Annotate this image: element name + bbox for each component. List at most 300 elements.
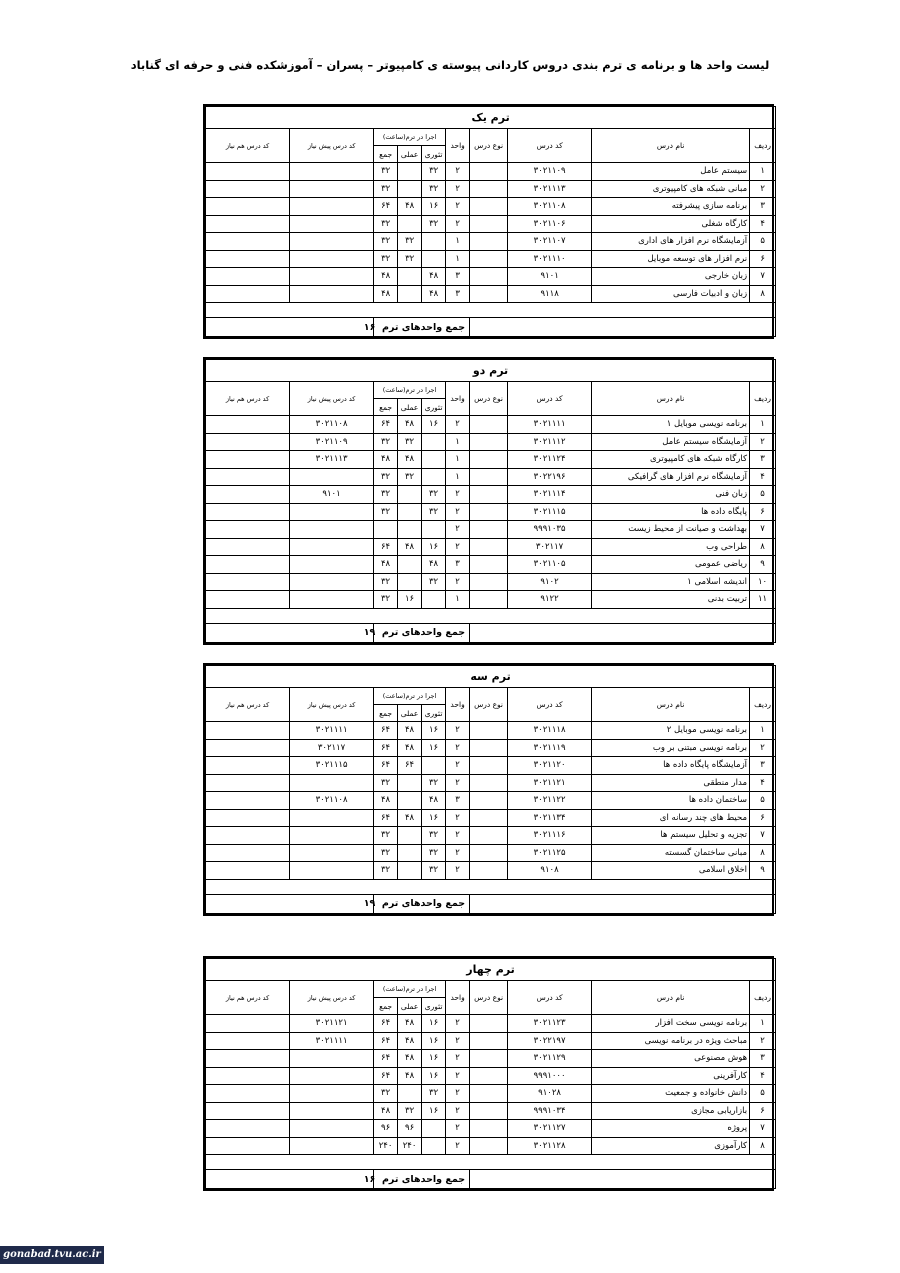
blank-row: [206, 608, 776, 623]
course-type: [470, 1085, 508, 1103]
course-practical: [398, 827, 422, 845]
course-practical: [398, 774, 422, 792]
course-row: [206, 556, 776, 574]
course-row: [206, 1015, 776, 1033]
course-prereq: ۹۱۰۱: [290, 486, 374, 504]
header-course-name: نام درس: [592, 129, 750, 163]
course-theory: [422, 591, 446, 609]
course-theory: ۱۶: [422, 722, 446, 740]
course-total: ۶۴: [374, 1050, 398, 1068]
course-type: [470, 1120, 508, 1138]
course-code: ۳۰۲۱۱۱۱: [508, 416, 592, 434]
row-number: ۵: [750, 233, 776, 251]
course-practical: ۴۸: [398, 722, 422, 740]
course-theory: [422, 433, 446, 451]
course-coreq: [206, 268, 290, 286]
sum-spacer: [206, 623, 374, 642]
course-coreq: [206, 163, 290, 181]
course-prereq: ۳۰۲۱۱۰۹: [290, 433, 374, 451]
course-row: [206, 538, 776, 556]
header-units: واحد: [446, 688, 470, 722]
course-theory: ۴۸: [422, 285, 446, 303]
course-practical: ۳۲: [398, 468, 422, 486]
course-units: ۲: [446, 827, 470, 845]
term-sum-label: جمع واحدهای ترم: [381, 1173, 466, 1185]
header-theory: تئوری: [422, 705, 446, 722]
course-row: [206, 1067, 776, 1085]
course-coreq: [206, 233, 290, 251]
header-hours: اجرا در ترم(ساعت): [374, 382, 446, 399]
course-practical: [398, 573, 422, 591]
course-coreq: [206, 1137, 290, 1155]
course-code: ۳۰۲۱۱۱۳: [508, 180, 592, 198]
course-practical: ۳۲: [398, 1102, 422, 1120]
header-coreq: کد درس هم نیاز: [206, 129, 290, 163]
course-prereq: [290, 503, 374, 521]
course-total: ۳۲: [374, 180, 398, 198]
row-number: ۲: [750, 433, 776, 451]
sum-spacer: [206, 1170, 374, 1189]
row-number: ۷: [750, 268, 776, 286]
course-name: زبان فنی: [592, 486, 750, 504]
course-units: ۲: [446, 538, 470, 556]
course-prereq: [290, 1050, 374, 1068]
course-coreq: [206, 1067, 290, 1085]
course-practical: [398, 268, 422, 286]
course-name: کارآفرینی: [592, 1067, 750, 1085]
course-units: ۲: [446, 1102, 470, 1120]
course-row: [206, 521, 776, 539]
header-course-type: نوع درس: [470, 382, 508, 416]
course-coreq: [206, 521, 290, 539]
header-prereq: کد درس پیش نیاز: [290, 382, 374, 416]
course-prereq: ۳۰۲۱۱۱۵: [290, 757, 374, 775]
course-name: نرم افزار های توسعه موبایل: [592, 250, 750, 268]
course-prereq: [290, 573, 374, 591]
course-type: [470, 556, 508, 574]
course-type: [470, 1015, 508, 1033]
course-coreq: [206, 538, 290, 556]
row-number: ۶: [750, 250, 776, 268]
course-name: آزمایشگاه نرم افزار های اداری: [592, 233, 750, 251]
course-practical: ۴۸: [398, 1050, 422, 1068]
row-number: ۳: [750, 198, 776, 216]
header-course-name: نام درس: [592, 981, 750, 1015]
course-code: ۳۰۲۱۱۰۷: [508, 233, 592, 251]
sum-spacer: [470, 318, 776, 337]
blank-row: [206, 1155, 776, 1170]
course-practical: ۴۸: [398, 416, 422, 434]
header-course-name: نام درس: [592, 382, 750, 416]
course-code: ۳۰۲۱۱۱۹: [508, 739, 592, 757]
row-number: ۷: [750, 1120, 776, 1138]
header-row-number: ردیف: [750, 129, 776, 163]
course-total: ۳۲: [374, 774, 398, 792]
header-total: جمع: [374, 146, 398, 163]
row-number: ۱۰: [750, 573, 776, 591]
course-code: ۳۰۲۱۱۲۵: [508, 844, 592, 862]
blank-row: [206, 303, 776, 318]
course-practical: ۴۸: [398, 1067, 422, 1085]
course-type: [470, 180, 508, 198]
course-units: ۱: [446, 591, 470, 609]
course-row: [206, 591, 776, 609]
course-units: ۲: [446, 739, 470, 757]
header-practical: عملی: [398, 399, 422, 416]
course-practical: [398, 285, 422, 303]
header-practical: عملی: [398, 998, 422, 1015]
course-row: [206, 809, 776, 827]
header-units: واحد: [446, 981, 470, 1015]
course-practical: [398, 215, 422, 233]
course-row: [206, 250, 776, 268]
course-coreq: [206, 1015, 290, 1033]
course-units: ۱: [446, 433, 470, 451]
course-type: [470, 198, 508, 216]
course-units: ۲: [446, 215, 470, 233]
course-practical: ۳۲: [398, 250, 422, 268]
course-practical: [398, 1085, 422, 1103]
course-theory: ۳۲: [422, 774, 446, 792]
course-theory: [422, 1137, 446, 1155]
course-code: ۳۰۲۲۱۹۷: [508, 1032, 592, 1050]
course-prereq: [290, 521, 374, 539]
course-type: [470, 774, 508, 792]
course-name: تربیت بدنی: [592, 591, 750, 609]
course-prereq: [290, 538, 374, 556]
course-type: [470, 862, 508, 880]
course-code: ۳۰۲۱۱۲۱: [508, 774, 592, 792]
course-total: ۶۴: [374, 1067, 398, 1085]
course-coreq: [206, 722, 290, 740]
course-row: [206, 215, 776, 233]
course-code: ۳۰۲۱۱۰۹: [508, 163, 592, 181]
course-practical: ۳۲: [398, 233, 422, 251]
course-code: ۳۰۲۱۱۱۲: [508, 433, 592, 451]
header-course-type: نوع درس: [470, 981, 508, 1015]
course-theory: [422, 233, 446, 251]
row-number: ۸: [750, 538, 776, 556]
course-coreq: [206, 739, 290, 757]
header-theory: تئوری: [422, 146, 446, 163]
course-type: [470, 757, 508, 775]
course-code: ۳۰۲۱۱۷: [508, 538, 592, 556]
course-code: ۹۱۰۲: [508, 573, 592, 591]
course-type: [470, 1102, 508, 1120]
header-hours: اجرا در ترم(ساعت): [374, 981, 446, 998]
term-table: [203, 104, 774, 339]
course-code: ۹۹۹۱۰۳۵: [508, 521, 592, 539]
course-row: [206, 233, 776, 251]
course-units: ۲: [446, 1120, 470, 1138]
row-number: ۹: [750, 862, 776, 880]
row-number: ۶: [750, 503, 776, 521]
course-name: آزمایشگاه سیستم عامل: [592, 433, 750, 451]
course-row: [206, 503, 776, 521]
course-units: ۳: [446, 556, 470, 574]
header-row-number: ردیف: [750, 688, 776, 722]
header-course-name: نام درس: [592, 688, 750, 722]
row-number: ۱: [750, 416, 776, 434]
course-type: [470, 1050, 508, 1068]
course-code: ۹۱۰۲۸: [508, 1085, 592, 1103]
course-units: ۱: [446, 451, 470, 469]
header-prereq: کد درس پیش نیاز: [290, 129, 374, 163]
course-theory: ۳۲: [422, 844, 446, 862]
course-theory: ۱۶: [422, 1050, 446, 1068]
row-number: ۵: [750, 792, 776, 810]
course-code: ۳۰۲۱۱۲۸: [508, 1137, 592, 1155]
course-prereq: [290, 844, 374, 862]
row-number: ۸: [750, 285, 776, 303]
course-units: ۲: [446, 198, 470, 216]
course-code: ۹۱۱۸: [508, 285, 592, 303]
header-practical: عملی: [398, 146, 422, 163]
course-theory: [422, 757, 446, 775]
course-theory: ۱۶: [422, 1032, 446, 1050]
course-prereq: [290, 1085, 374, 1103]
course-practical: ۴۸: [398, 809, 422, 827]
course-coreq: [206, 573, 290, 591]
course-coreq: [206, 180, 290, 198]
course-type: [470, 486, 508, 504]
header-course-code: کد درس: [508, 688, 592, 722]
course-total: ۳۲: [374, 1085, 398, 1103]
course-row: [206, 416, 776, 434]
header-hours: اجرا در ترم(ساعت): [374, 688, 446, 705]
course-type: [470, 827, 508, 845]
course-theory: ۳۲: [422, 503, 446, 521]
course-practical: [398, 862, 422, 880]
course-name: دانش خانواده و جمعیت: [592, 1085, 750, 1103]
course-units: ۱: [446, 233, 470, 251]
course-name: پایگاه داده ها: [592, 503, 750, 521]
course-units: ۲: [446, 503, 470, 521]
header-total: جمع: [374, 998, 398, 1015]
course-practical: [398, 521, 422, 539]
course-units: ۲: [446, 1032, 470, 1050]
course-coreq: [206, 1102, 290, 1120]
course-total: ۳۲: [374, 250, 398, 268]
term-sum: [363, 623, 470, 642]
course-type: [470, 521, 508, 539]
course-theory: ۳۲: [422, 163, 446, 181]
course-theory: ۱۶: [422, 416, 446, 434]
course-type: [470, 233, 508, 251]
course-row: [206, 1085, 776, 1103]
course-total: ۳۲: [374, 433, 398, 451]
course-code: ۹۱۲۲: [508, 591, 592, 609]
blank-row: [206, 879, 776, 894]
row-number: ۴: [750, 774, 776, 792]
course-practical: [398, 844, 422, 862]
course-row: [206, 774, 776, 792]
course-prereq: [290, 809, 374, 827]
header-prereq: کد درس پیش نیاز: [290, 688, 374, 722]
course-total: ۳۲: [374, 215, 398, 233]
course-units: ۲: [446, 862, 470, 880]
course-total: ۶۴: [374, 1015, 398, 1033]
course-type: [470, 591, 508, 609]
course-total: ۳۲: [374, 591, 398, 609]
row-number: ۱: [750, 1015, 776, 1033]
course-theory: ۱۶: [422, 739, 446, 757]
course-name: طراحی وب: [592, 538, 750, 556]
course-code: ۳۰۲۲۱۹۶: [508, 468, 592, 486]
course-name: برنامه سازی پیشرفته: [592, 198, 750, 216]
course-units: ۱: [446, 468, 470, 486]
term-table: [203, 357, 774, 645]
course-total: ۴۸: [374, 556, 398, 574]
course-code: ۳۰۲۱۱۰۵: [508, 556, 592, 574]
course-type: [470, 433, 508, 451]
course-name: زبان و ادبیات فارسی: [592, 285, 750, 303]
course-coreq: [206, 503, 290, 521]
course-type: [470, 573, 508, 591]
course-name: بهداشت و صیانت از محیط زیست: [592, 521, 750, 539]
course-row: [206, 468, 776, 486]
course-total: ۶۴: [374, 416, 398, 434]
course-theory: ۱۶: [422, 1102, 446, 1120]
row-number: ۳: [750, 757, 776, 775]
course-total: ۶۴: [374, 722, 398, 740]
course-row: [206, 1137, 776, 1155]
header-practical: عملی: [398, 705, 422, 722]
course-coreq: [206, 809, 290, 827]
course-prereq: [290, 198, 374, 216]
course-code: ۳۰۲۱۱۲۰: [508, 757, 592, 775]
course-type: [470, 468, 508, 486]
course-practical: ۴۸: [398, 198, 422, 216]
header-course-code: کد درس: [508, 129, 592, 163]
row-number: ۷: [750, 521, 776, 539]
term-sum: [363, 1170, 470, 1189]
course-total: ۳۲: [374, 827, 398, 845]
course-type: [470, 792, 508, 810]
course-type: [470, 844, 508, 862]
sum-spacer: [470, 623, 776, 642]
course-theory: ۳۲: [422, 215, 446, 233]
course-type: [470, 268, 508, 286]
row-number: ۸: [750, 1137, 776, 1155]
row-number: ۷: [750, 827, 776, 845]
course-total: ۴۸: [374, 451, 398, 469]
course-coreq: [206, 757, 290, 775]
header-units: واحد: [446, 129, 470, 163]
term-table: [203, 663, 774, 916]
course-practical: ۱۶: [398, 591, 422, 609]
course-type: [470, 215, 508, 233]
course-code: ۳۰۲۱۱۱۰: [508, 250, 592, 268]
term-sum: [363, 894, 470, 913]
course-units: ۲: [446, 573, 470, 591]
course-total: ۳۲: [374, 862, 398, 880]
course-name: پروژه: [592, 1120, 750, 1138]
row-number: ۶: [750, 1102, 776, 1120]
term-sum-label: جمع واحدهای ترم: [382, 321, 466, 333]
course-type: [470, 739, 508, 757]
course-coreq: [206, 1120, 290, 1138]
course-name: کارگاه شبکه های کامپیوتری: [592, 451, 750, 469]
course-theory: [422, 1120, 446, 1138]
course-row: [206, 573, 776, 591]
term-table: [203, 956, 774, 1191]
course-coreq: [206, 250, 290, 268]
course-prereq: ۳۰۲۱۱۱۱: [290, 722, 374, 740]
course-coreq: [206, 591, 290, 609]
header-prereq: کد درس پیش نیاز: [290, 981, 374, 1015]
course-code: ۳۰۲۱۱۱۴: [508, 486, 592, 504]
course-prereq: [290, 215, 374, 233]
course-prereq: [290, 556, 374, 574]
course-units: ۲: [446, 1050, 470, 1068]
term-title: ترم سه: [206, 666, 776, 688]
header-hours: اجرا در ترم(ساعت): [374, 129, 446, 146]
course-total: ۶۴: [374, 809, 398, 827]
term-sum-value: ۱۹: [363, 898, 376, 909]
course-coreq: [206, 215, 290, 233]
course-prereq: [290, 862, 374, 880]
course-total: ۶۴: [374, 739, 398, 757]
course-units: ۱: [446, 250, 470, 268]
row-number: ۳: [750, 1050, 776, 1068]
course-row: [206, 827, 776, 845]
course-name: اندیشه اسلامی ۱: [592, 573, 750, 591]
course-row: [206, 163, 776, 181]
header-course-type: نوع درس: [470, 688, 508, 722]
course-total: ۳۲: [374, 573, 398, 591]
site-logo[interactable]: gonabad.tvu.ac.ir: [0, 1246, 104, 1264]
term-title: ترم یک: [206, 107, 776, 129]
course-row: [206, 844, 776, 862]
course-prereq: [290, 774, 374, 792]
course-type: [470, 250, 508, 268]
term-sum-value: ۱۶: [363, 321, 376, 333]
row-number: ۱: [750, 163, 776, 181]
course-prereq: [290, 268, 374, 286]
page-title: لیست واحد ها و برنامه ی ترم بندی دروس کاردانی پیوسته ی کامپیوتر – پسران – آموزشکده فنی و حرفه ای گناباد: [130, 58, 770, 72]
course-row: [206, 486, 776, 504]
course-code: ۹۹۹۱۰۰۰: [508, 1067, 592, 1085]
course-practical: ۴۸: [398, 1015, 422, 1033]
course-theory: ۱۶: [422, 538, 446, 556]
course-units: ۲: [446, 416, 470, 434]
course-prereq: ۳۰۲۱۱۷: [290, 739, 374, 757]
row-number: ۲: [750, 1032, 776, 1050]
course-units: ۲: [446, 180, 470, 198]
course-name: کارآموزی: [592, 1137, 750, 1155]
header-course-type: نوع درس: [470, 129, 508, 163]
course-name: برنامه نویسی مبتنی بر وب: [592, 739, 750, 757]
course-code: ۳۰۲۱۱۲۲: [508, 792, 592, 810]
course-name: مباحث ویژه در برنامه نویسی: [592, 1032, 750, 1050]
course-name: سیستم عامل: [592, 163, 750, 181]
course-name: مبانی ساختمان گسسته: [592, 844, 750, 862]
course-coreq: [206, 416, 290, 434]
course-name: کارگاه شغلی: [592, 215, 750, 233]
course-type: [470, 1032, 508, 1050]
course-prereq: [290, 591, 374, 609]
course-units: ۲: [446, 844, 470, 862]
course-practical: [398, 180, 422, 198]
term-sum-label: جمع واحدهای ترم: [381, 627, 466, 638]
course-code: ۳۰۲۱۱۱۶: [508, 827, 592, 845]
course-prereq: [290, 180, 374, 198]
course-code: ۳۰۲۱۱۰۶: [508, 215, 592, 233]
course-theory: [422, 250, 446, 268]
course-prereq: [290, 285, 374, 303]
course-theory: ۴۸: [422, 792, 446, 810]
